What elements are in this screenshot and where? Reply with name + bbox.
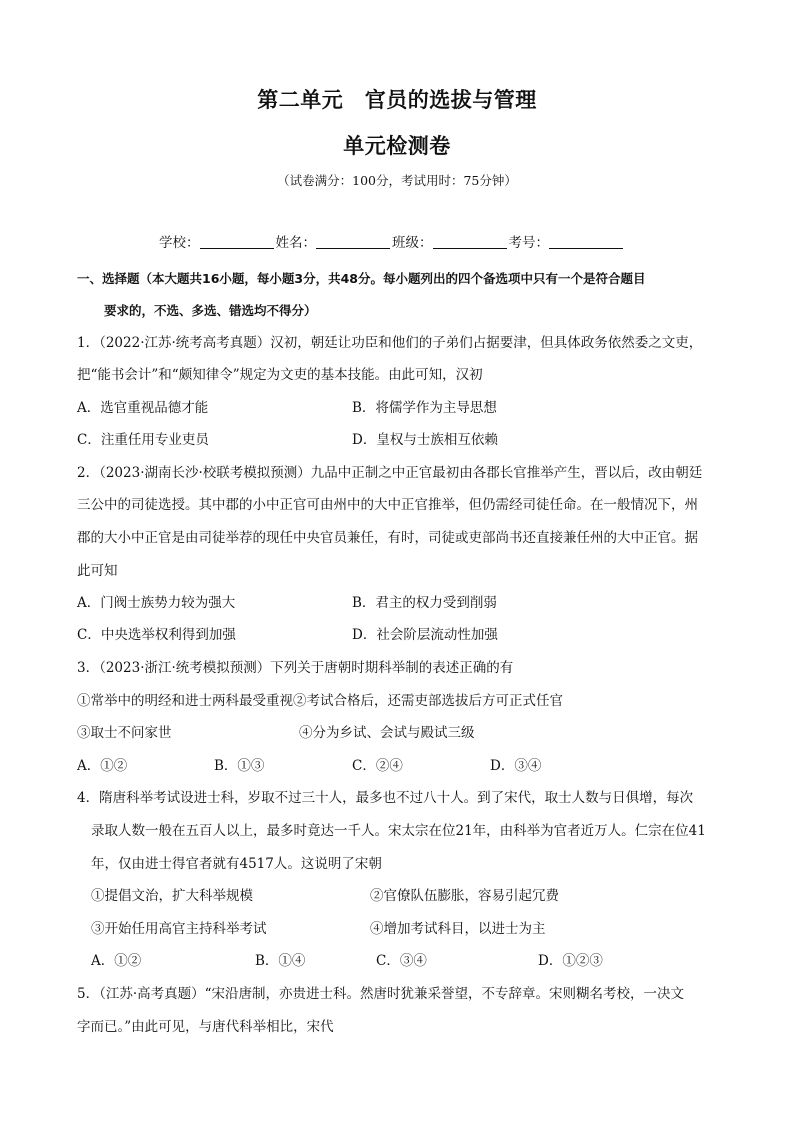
q1-option-a[interactable]: A．选官重视品德才能 (77, 400, 209, 416)
q3-statement-3: ③取士不问家世 (77, 725, 172, 741)
exam-no-field[interactable] (549, 236, 623, 249)
exam-no-label: 考号： (508, 235, 549, 251)
name-field[interactable] (316, 236, 390, 249)
q2-stem-line4: 此可知 (77, 563, 118, 579)
q3-statement-4: ④分为乡试、会试与殿试三级 (299, 725, 475, 741)
q3-statement-1-2: ①常举中的明经和进士两科最受重视②考试合格后，还需吏部选拔后方可正式任官 (77, 693, 563, 709)
exam-info: （试卷满分：100分，考试用时：75分钟） (277, 173, 517, 188)
page-subtitle: 单元检测卷 (343, 134, 451, 158)
q4-statement-3: ③开始任用高官主持科举考试 (91, 921, 267, 937)
q4-option-c[interactable]: C．③④ (376, 953, 427, 969)
q4-option-b[interactable]: B．①④ (255, 953, 306, 969)
section-heading: 一、选择题（本大题共16小题，每小题3分，共48分。每小题列出的四个备选项中只有一个是符合题目 (77, 271, 646, 286)
school-field[interactable] (200, 236, 274, 249)
q2-option-b[interactable]: B．君主的权力受到削弱 (352, 595, 497, 611)
q2-stem-line2: 三公中的司徒选授。其中郡的小中正官可由州中的大中正官推举，但仍需经司徒任命。在一般情况下，州 (77, 497, 698, 513)
q1-option-c[interactable]: C．注重任用专业吏员 (77, 432, 209, 448)
name-label: 姓名： (275, 235, 316, 251)
q3-option-d[interactable]: D．③④ (490, 758, 542, 774)
q1-option-b[interactable]: B．将儒学作为主导思想 (352, 400, 497, 416)
q4-stem-line3: 年，仅由进士得官者就有4517人。这说明了宋朝 (91, 856, 382, 872)
q1-stem-line1: 1．（2022·江苏·统考高考真题）汉初，朝廷让功臣和他们的子弟们占据要津，但具体政务依然委之文吏， (77, 335, 703, 351)
class-field[interactable] (433, 236, 507, 249)
q3-stem: 3．（2023·浙江·统考模拟预测）下列关于唐朝时期科举制的表述正确的有 (77, 660, 514, 676)
q4-stem-line1: 4．隋唐科举考试设进士科，岁取不过三十人，最多也不过八十人。到了宋代，取士人数与日俱增，每次 (77, 790, 694, 806)
q4-option-d[interactable]: D．①②③ (538, 953, 603, 969)
q3-option-a[interactable]: A．①② (77, 758, 128, 774)
q1-option-d[interactable]: D．皇权与士族相互依赖 (352, 432, 498, 448)
q4-statement-4: ④增加考试科目，以进士为主 (370, 921, 546, 937)
q4-statement-1: ①提倡文治，扩大科举规模 (91, 888, 253, 904)
q2-stem-line3: 郡的大小中正官是由司徒举荐的现任中央官员兼任，有时，司徒或吏部尚书还直接兼任州的大中正官。据 (77, 530, 698, 546)
q2-option-c[interactable]: C．中央选举权利得到加强 (77, 627, 236, 643)
class-label: 班级： (392, 235, 433, 251)
q2-option-d[interactable]: D．社会阶层流动性加强 (352, 627, 498, 643)
q4-stem-line2: 录取人数一般在五百人以上，最多时竟达一千人。宋太宗在位21年，由科举为官者近万人。仁宗在位41 (91, 823, 706, 839)
q3-option-c[interactable]: C．②④ (352, 758, 403, 774)
q5-stem-line1: 5．（江苏·高考真题）“宋沿唐制，亦贵进士科。然唐时犹兼采誉望，不专辞章。宋则糊名考校，一决文 (77, 986, 685, 1002)
section-heading-cont: 要求的，不选、多选、错选均不得分） (104, 303, 317, 318)
q2-stem-line1: 2．（2023·湖南长沙·校联考模拟预测）九品中正制之中正官最初由各郡长官推举产生，晋以后，改由朝廷 (77, 465, 703, 481)
school-label: 学校： (159, 235, 200, 251)
page-title: 第二单元 官员的选拔与管理 (257, 88, 537, 112)
q3-option-b[interactable]: B．①③ (214, 758, 265, 774)
q4-statement-2: ②官僚队伍膨胀，容易引起冗费 (370, 888, 559, 904)
student-info-row (159, 235, 625, 251)
q5-stem-line2: 字而已。”由此可见，与唐代科举相比，宋代 (77, 1019, 334, 1035)
q1-stem-line2: 把“能书会计”和“颇知律令”规定为文吏的基本技能。由此可知，汉初 (77, 367, 483, 383)
q4-option-a[interactable]: A．①② (91, 953, 142, 969)
q2-option-a[interactable]: A．门阀士族势力较为强大 (77, 595, 236, 611)
